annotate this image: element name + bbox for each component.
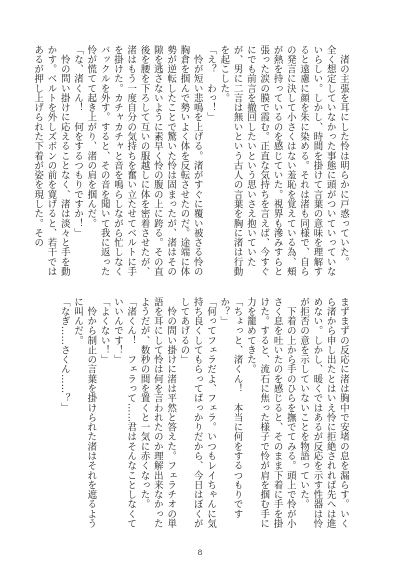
page-number: 8	[197, 548, 203, 557]
body-text-bottom-block: まずまずの反応に渚は胸中で安堵の息を漏らす。いくら渚から申し出たとはいえ怜に拒絶されれば先へは進めない。しかし、暖くではあるが反応を示す性器は怜が拒否の意を示していないことを物語っていた。 下着の上から手のひらを撫でてみる。頭上で怜が小さく息を吐いたのを感じると、そのまま下着に手を掛けた。すると、流石に焦った様子で怜が肩を掴む手に力を籠めてきた。 「ちょっと、渚くん！ 本当に何をするつもりですか？」 「何ってフェラだよ、フェラ。いつもレイちゃんに気持ち良くしてもらってばっかりだから、今日はぼくがしてあげるの」 怜の問い掛けに渚は平然と答えた。フェラチオの単語を耳にして怜は何を言われたのか理解出来なかったようだが、数秒の間を置くと一気に赤くなった。 「渚くん！ フェラって……君はそんなことしなくていいんです！」 「よくない！」 怜から制止の言葉を掛けられた渚はそれを遮るように叫んだ。 「なぎ……さくん……？」	[58, 297, 349, 529]
body-text-top-block: 渚の主張を耳にした怜は明らかに戸惑っていた。 全く想定していなかった事態に頭がついていっていないらしい。しかし、時間を掛けて言葉の意味を理解すると遠慮に顔を朱に染める。それは渚も同様で、自らの発言に決して小さくはない羞恥を覚えている為、頰が熱を持っているのを感じていた。視界も滲みすらと張った涙の膜で霞む。正直な気持ちを言えば、今すぐにでも前言を撤回したいという思いさえ抱いていたが、男に二言は無いという古人の言葉を胸に渚は行動を起こした。 「え？ わっ！」 怜が短い悲鳴を上げる。渚がすぐに覆い被さる怜の胸倉を掴んで勢いよく体を反転させたのだ。途端に体勢が逆転したことで驚いた怜は固まったが、渚はその隙を逃さないように素早く怜の腹の上に跨る。その直後を腰を下ろして互いの服越しに体を密着させたが、渚はもう一度自分の気持ちを奮い立たせてベルトに手を掛けた。カチャカチャと音を鳴らしながら忙しなくバックルを外す。すると、その音を聞いて我に返った怜が慌てて起き上がり、渚の肩を掴んだ。 「な、渚くん！ 何をするつもりですか！」 怜の問い掛けに応えることなく、渚は淡々と手を動かす。ベルトを外しズボンの前を寛げると、若干ではあるが押し上げられた下着が姿を現した。その	[32, 45, 349, 277]
